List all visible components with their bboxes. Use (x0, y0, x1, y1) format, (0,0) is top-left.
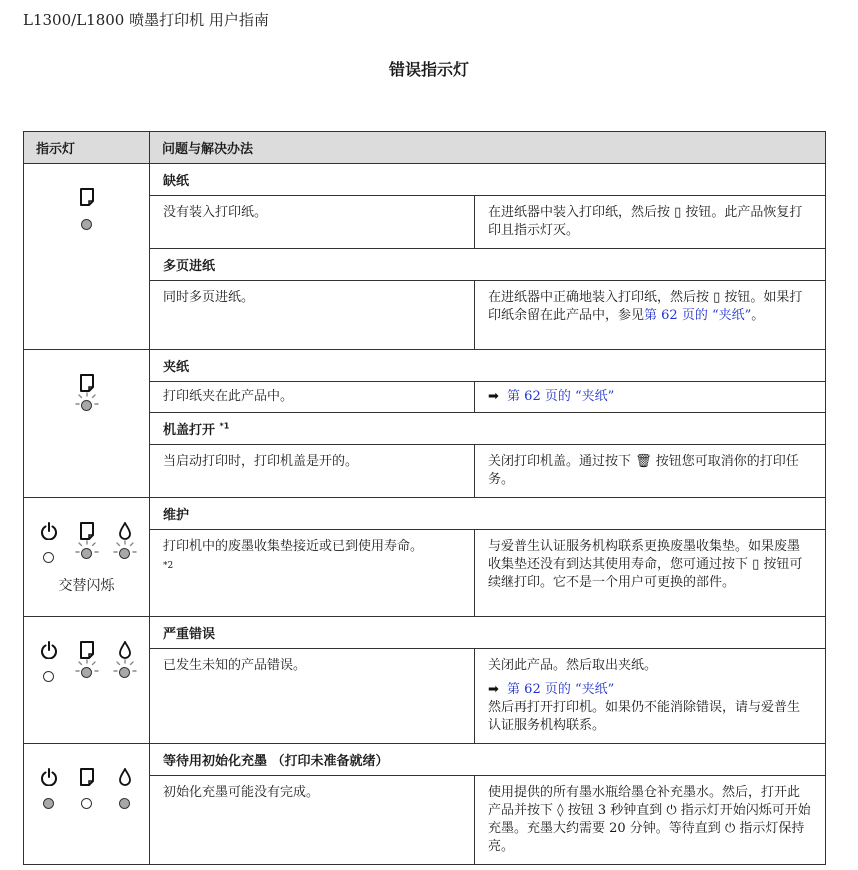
arrow-icon: ➡ (488, 682, 499, 697)
power-icon (40, 768, 58, 786)
indicator-paper-jam (24, 350, 150, 498)
page-title: 错误指示灯 (388, 60, 469, 79)
solution-maintenance: 与爱普生认证服务机构联系更换废墨收集垫。如果废墨收集垫还没有到达其使用寿命，您可通过按下 ▯ 按钮可续继打印。它不是一个用户可更换的部件。 (475, 530, 826, 617)
problem-paper-out: 没有装入打印纸。 (150, 196, 475, 249)
paper-jam-link[interactable]: 第 62 页的 “夹纸” (644, 308, 752, 323)
section-title-fatal-error: 严重错误 (150, 617, 826, 649)
problem-cover-open: 当启动打印时，打印机盖是开的。 (150, 445, 475, 498)
paper-lamp-blinking (75, 659, 99, 681)
paper-icon (78, 188, 96, 206)
ink-lamp-blinking (113, 540, 137, 562)
indicator-ink-charging (24, 744, 150, 865)
paper-icon (78, 522, 96, 540)
section-title-maintenance: 维护 (150, 498, 826, 530)
problem-ink-charging: 初始化充墨可能没有完成。 (150, 776, 475, 865)
problem-text: 打印机中的废墨收集垫接近或已到使用寿命。 (163, 539, 424, 554)
lamp-caption: 交替闪烁 (58, 578, 115, 594)
problem-paper-jam: 打印纸夹在此产品中。 (150, 382, 475, 413)
arrow-icon: ➡ (488, 389, 499, 404)
ink-lamp-on (119, 798, 130, 809)
ink-lamp-blinking (113, 659, 137, 681)
paper-icon (78, 374, 96, 392)
paper-jam-link[interactable]: 第 62 页的 “夹纸” (507, 389, 615, 404)
solution-text: 在进纸器中正确地装入打印纸，然后按 ▯ 按钮。如果打印纸余留在此产品中，参见 (488, 290, 803, 323)
indicator-fatal-error (24, 617, 150, 744)
error-indicator-table (23, 131, 826, 865)
ink-icon (116, 641, 134, 659)
solution-line2: 然后再打开打印机。如果仍不能消除错误，请与爱普生认证服务机构联系。 (488, 700, 801, 733)
paper-lamp-on (81, 219, 92, 230)
footnote-mark: *1 (219, 421, 230, 431)
solution-link-line (488, 681, 812, 699)
problem-fatal-error: 已发生未知的产品错误。 (150, 649, 475, 744)
paper-lamp-blinking (75, 392, 99, 414)
section-title-cover-open (150, 413, 826, 445)
cover-open-title: 机盖打开 (163, 423, 216, 438)
paper-icon (78, 768, 96, 786)
indicator-paper-out (24, 164, 150, 350)
solution-fatal-error (475, 649, 826, 744)
problem-multi-feed: 同时多页进纸。 (150, 281, 475, 350)
ink-icon (116, 522, 134, 540)
power-lamp-off (43, 552, 54, 563)
solution-line1: 关闭此产品。然后取出夹纸。 (488, 658, 658, 673)
power-lamp-on (43, 798, 54, 809)
solution-paper-out: 在进纸器中装入打印纸，然后按 ▯ 按钮。此产品恢复打印且指示灯灭。 (475, 196, 826, 249)
column-header-problem: 问题与解决办法 (150, 132, 826, 164)
power-lamp-off (43, 671, 54, 682)
power-icon (40, 641, 58, 659)
solution-paper-jam (475, 382, 826, 413)
indicator-maintenance (24, 498, 150, 617)
paper-lamp-off (81, 798, 92, 809)
solution-multi-feed (475, 281, 826, 350)
section-title-paper-out: 缺纸 (150, 164, 826, 196)
solution-text-end: 。 (751, 308, 765, 323)
running-header: L1300/L1800 喷墨打印机 用户指南 (23, 11, 269, 29)
ink-icon (116, 768, 134, 786)
solution-cover-open: 关闭打印机盖。通过按下 🗑 按钮您可取消你的打印任务。 (475, 445, 826, 498)
footnote-mark: *2 (163, 561, 174, 571)
paper-icon (78, 641, 96, 659)
section-title-multi-feed: 多页进纸 (150, 249, 826, 281)
section-title-ink-charging: 等待用初始化充墨 （打印未准备就绪） (150, 744, 826, 776)
paper-lamp-blinking (75, 540, 99, 562)
paper-jam-link[interactable]: 第 62 页的 “夹纸” (507, 682, 615, 697)
problem-maintenance (150, 530, 475, 617)
column-header-indicator: 指示灯 (24, 132, 150, 164)
solution-ink-charging: 使用提供的所有墨水瓶给墨仓补充墨水。然后，打开此产品并按下 ◊ 按钮 3 秒钟直到 ⏻ 指示灯开始闪烁可开始充墨。充墨大约需要 20 分钟。等待直到 ⏻ 指示灯保持亮。 (475, 776, 826, 865)
section-title-paper-jam: 夹纸 (150, 350, 826, 382)
power-icon (40, 522, 58, 540)
